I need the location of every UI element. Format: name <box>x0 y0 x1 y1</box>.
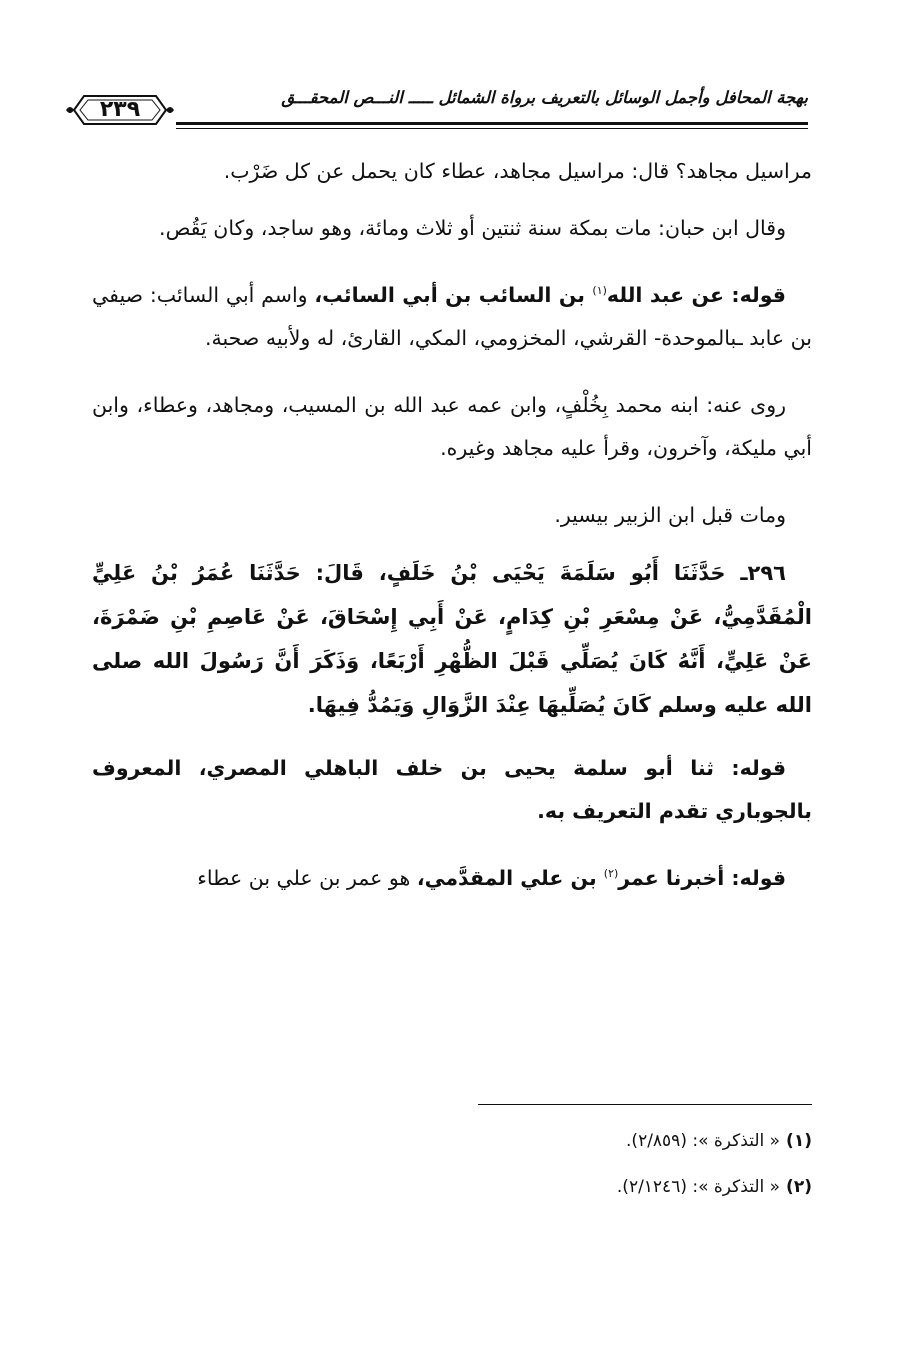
page-number: ٢٣٩ <box>99 97 141 122</box>
narrator-name: بن علي المقدَّمي، <box>416 866 604 890</box>
footnote <box>300 1118 812 1164</box>
paragraph: وقال ابن حبان: مات بمكة سنة ثنتين أو ثلاث ومائة، وهو ساجد، وكان يَقُص. <box>159 216 786 240</box>
footnote-ref: (٢) <box>603 867 619 881</box>
footnote-ref: (١) <box>592 284 607 298</box>
header-rule <box>176 122 808 125</box>
commentary-text: واسم أبي السائب: صيفي بن عابد ـبالموحدة- القرشي، المخزومي، المكي، القارئ، له ولأبيه صحبة. <box>92 283 812 350</box>
header-rule-thin <box>176 128 808 129</box>
commentary-lead: قوله: أخبرنا عمر <box>618 866 786 890</box>
running-title: بهجة المحافل وأجمل الوسائل بالتعريف برواة الشمائل ـــــ النـــص المحقـــق <box>281 88 808 107</box>
footnote <box>300 1164 812 1210</box>
footnote-separator <box>478 1104 812 1105</box>
hadith-text: ٢٩٦ـ حَدَّثَنَا أَبُو سَلَمَةَ يَحْيَى بْنُ خَلَفٍ، قَالَ: حَدَّثَنَا عُمَرُ بْنُ عَلِيٍّ الْمُقَدَّمِيُّ، عَنْ مِسْعَرِ بْنِ كِدَامٍ، عَنْ أَبِي إِسْحَاقَ، عَنْ عَاصِمِ بْنِ ضَمْرَةَ، عَنْ عَلِيٍّ، أَنَّهُ كَانَ يُصَلِّي قَبْلَ الظُّهْرِ أَرْبَعًا، وَذَكَرَ أَنَّ رَسُولَ الله صلى الله عليه وسلم كَانَ يُصَلِّيهَا عِنْدَ الزَّوَالِ وَيَمُدُّ فِيهَا. <box>92 561 812 717</box>
paragraph-commentary <box>92 857 812 900</box>
footnote-text: « التذكرة »: (٢/١٢٤٦). <box>616 1177 781 1197</box>
footnote-number: (٢) <box>786 1177 812 1197</box>
page-number-badge <box>64 92 176 128</box>
narrator-name: بن السائب بن أبي السائب، <box>314 283 593 307</box>
main-text <box>92 150 812 924</box>
page-header <box>58 78 808 140</box>
footnote-number: (١) <box>786 1131 812 1151</box>
commentary-text: هو عمر بن علي بن عطاء <box>197 866 417 890</box>
commentary-lead: قوله: عن عبد الله <box>606 283 786 307</box>
footnote-text: « التذكرة »: (٢/٨٥٩). <box>626 1131 781 1151</box>
footnotes <box>300 1118 812 1210</box>
paragraph: روى عنه: ابنه محمد بِخُلْفٍ، وابن عمه عبد الله بن المسيب، ومجاهد، وعطاء، وابن أبي مليكة، وآخرون، وقرأ عليه مجاهد وغيره. <box>92 393 812 460</box>
paragraph-commentary <box>92 274 812 360</box>
paragraph-commentary: قوله: ثنا أبو سلمة يحيى بن خلف الباهلي المصري، المعروف بالجوباري تقدم التعريف به. <box>92 756 812 823</box>
paragraph: مراسيل مجاهد؟ قال: مراسيل مجاهد، عطاء كان يحمل عن كل ضَرْب. <box>223 159 812 183</box>
paragraph: ومات قبل ابن الزبير بيسير. <box>554 503 786 527</box>
